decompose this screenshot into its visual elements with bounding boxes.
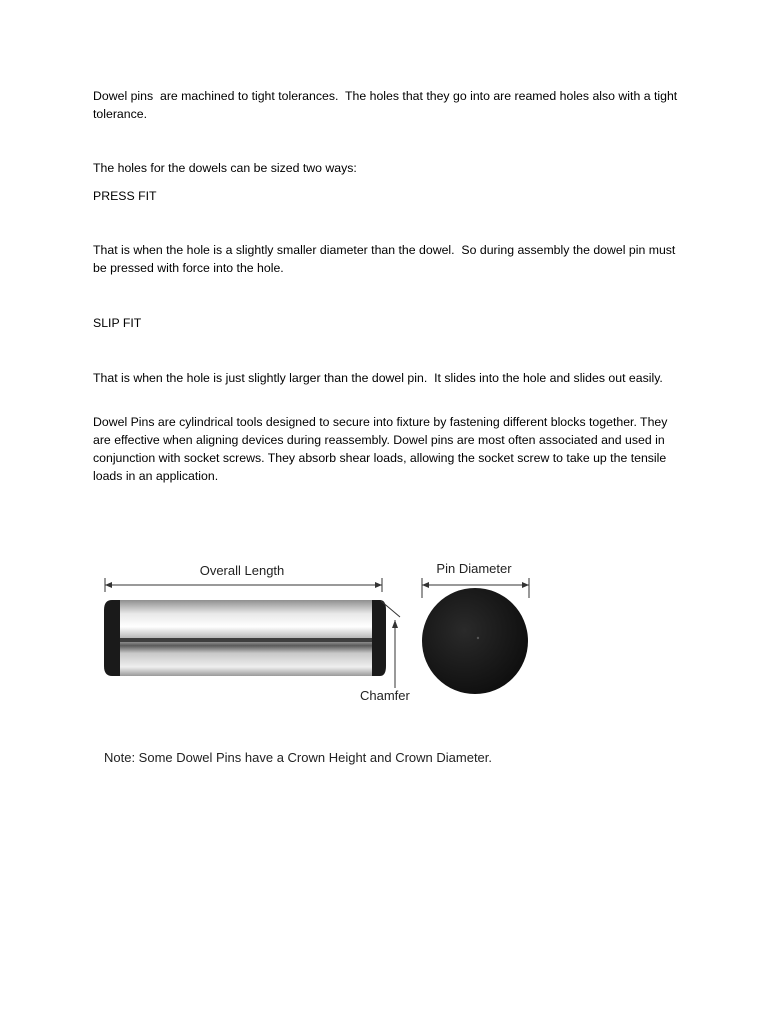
chamfer-label: Chamfer	[360, 688, 410, 703]
intro-paragraph: Dowel pins are machined to tight tolerances. The holes that they go into are reamed holes also with a tight tolerance.	[93, 89, 681, 121]
pin-diameter-label: Pin Diameter	[436, 561, 512, 576]
overall-length-label: Overall Length	[199, 563, 285, 578]
press-fit-paragraph: That is when the hole is a slightly smaller diameter than the dowel. So during assembly the dowel pin must be pressed with force into the hole.	[93, 243, 679, 275]
figure-note: Note: Some Dowel Pins have a Crown Height and Crown Diameter.	[104, 750, 493, 765]
press-fit-heading: PRESS FIT	[93, 189, 157, 203]
pin-end-view-image	[422, 588, 528, 694]
slip-fit-heading: SLIP FIT	[93, 316, 142, 330]
sizing-paragraph: The holes for the dowels can be sized two ways:	[93, 161, 357, 175]
overall-length-dimension	[105, 578, 382, 592]
dowel-description-paragraph: Dowel Pins are cylindrical tools designed to secure into fixture by fastening different blocks together. They are effective when aligning devices during reassembly. Dowel pins are most often associated and used in conjunction with socket screws. They absorb shear loads, allowing the socket screw to take up the tensile loads in an application.	[93, 415, 671, 483]
dowel-pin-diagram	[90, 552, 550, 772]
dowel-pin-image	[104, 600, 386, 676]
slip-fit-paragraph: That is when the hole is just slightly larger than the dowel pin. It slides into the hole and slides out easily.	[93, 371, 663, 385]
